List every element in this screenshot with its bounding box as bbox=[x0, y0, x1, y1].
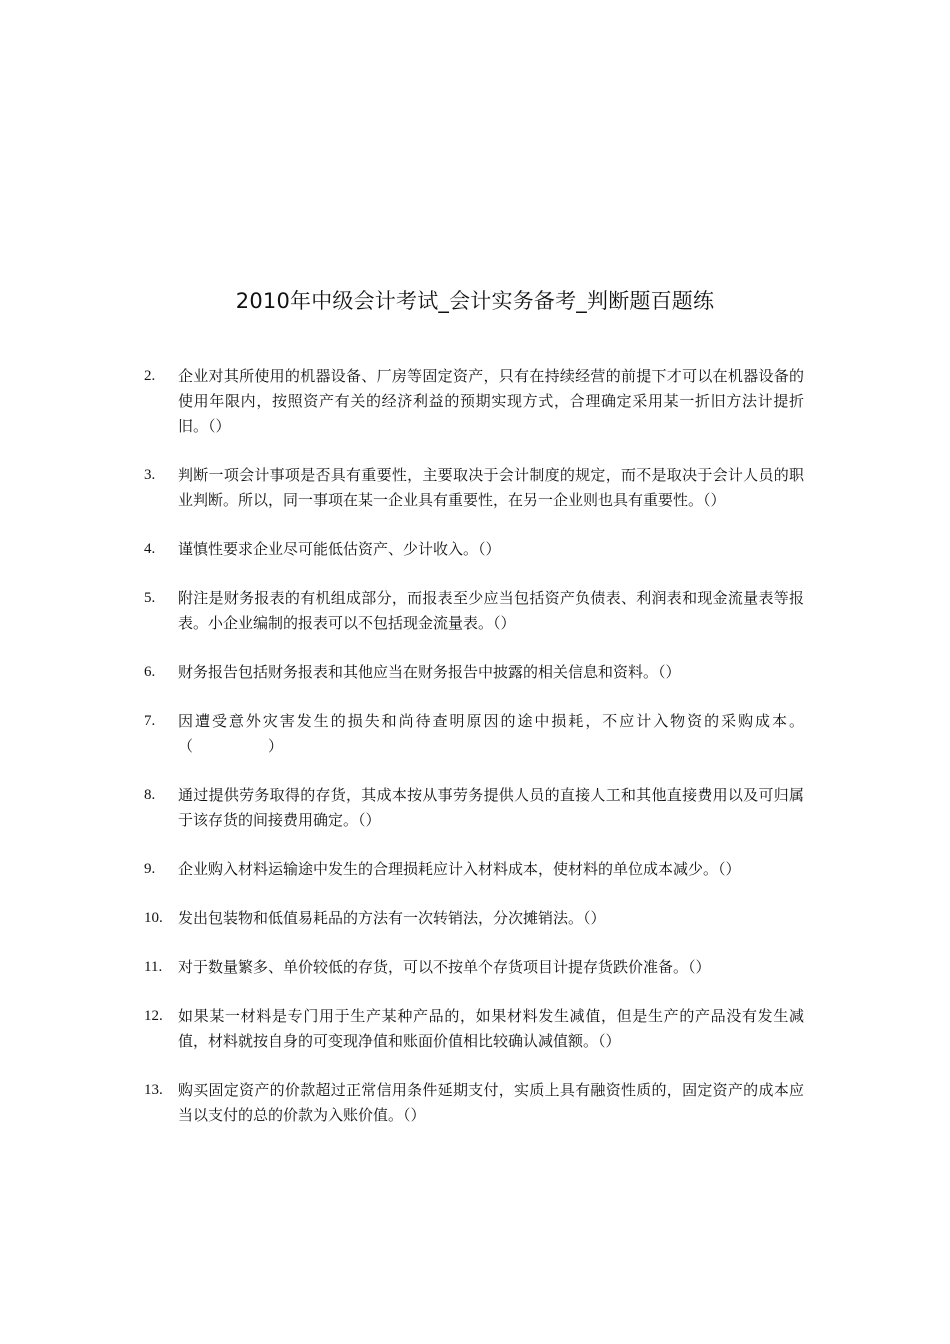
question-text: 企业购入材料运输途中发生的合理损耗应计入材料成本，使材料的单位成本减少。（） bbox=[178, 860, 741, 878]
question-text: 发出包装物和低值易耗品的方法有一次转销法，分次摊销法。（） bbox=[178, 909, 606, 927]
question-text: 附注是财务报表的有机组成部分，而报表至少应当包括资产负债表、利润表和现金流量表等报表。小企业编制的报表可以不包括现金流量表。（） bbox=[178, 589, 804, 632]
question-item bbox=[144, 586, 804, 636]
question-item bbox=[144, 857, 804, 882]
question-number: 5. bbox=[144, 590, 156, 606]
question-item bbox=[144, 783, 804, 833]
question-number: 3. bbox=[144, 467, 156, 483]
question-number: 10. bbox=[144, 910, 163, 926]
question-item bbox=[144, 709, 804, 759]
question-number: 6. bbox=[144, 664, 156, 680]
question-number: 9. bbox=[144, 861, 156, 877]
question-text: 企业对其所使用的机器设备、厂房等固定资产，只有在持续经营的前提下才可以在机器设备的使用年限内，按照资产有关的经济利益的预期实现方式，合理确定采用某一折旧方法计提折旧。（） bbox=[178, 367, 804, 435]
question-number: 7. bbox=[144, 713, 156, 729]
question-list bbox=[144, 364, 804, 1152]
question-item bbox=[144, 955, 804, 980]
question-item bbox=[144, 660, 804, 685]
question-number: 4. bbox=[144, 541, 156, 557]
question-text: 如果某一材料是专门用于生产某种产品的，如果材料发生减值，但是生产的产品没有发生减值，材料就按自身的可变现净值和账面价值相比较确认减值额。（） bbox=[178, 1007, 804, 1050]
question-item bbox=[144, 1078, 804, 1128]
question-item bbox=[144, 906, 804, 931]
question-number: 8. bbox=[144, 787, 156, 803]
document-title: 2010年中级会计考试_会计实务备考_判断题百题练 bbox=[235, 289, 715, 313]
question-number: 2. bbox=[144, 368, 156, 384]
question-text: 谨慎性要求企业尽可能低估资产、少计收入。（） bbox=[178, 540, 501, 558]
question-text: 通过提供劳务取得的存货，其成本按从事劳务提供人员的直接人工和其他直接费用以及可归属于该存货的间接费用确定。（） bbox=[178, 786, 804, 829]
question-text: 财务报告包括财务报表和其他应当在财务报告中披露的相关信息和资料。（） bbox=[178, 663, 681, 681]
question-item bbox=[144, 537, 804, 562]
question-item bbox=[144, 463, 804, 513]
question-number: 11. bbox=[144, 959, 163, 975]
question-item bbox=[144, 364, 804, 439]
question-text: 因遭受意外灾害发生的损失和尚待查明原因的途中损耗，不应计入物资的采购成本。（ ） bbox=[178, 712, 804, 755]
question-text: 对于数量繁多、单价较低的存货，可以不按单个存货项目计提存货跌价准备。（） bbox=[178, 958, 711, 976]
question-item bbox=[144, 1004, 804, 1054]
question-text: 购买固定资产的价款超过正常信用条件延期支付，实质上具有融资性质的，固定资产的成本应当以支付的总的价款为入账价值。（） bbox=[178, 1081, 804, 1124]
question-number: 13. bbox=[144, 1082, 163, 1098]
question-text: 判断一项会计事项是否具有重要性，主要取决于会计制度的规定，而不是取决于会计人员的职业判断。所以，同一事项在某一企业具有重要性，在另一企业则也具有重要性。（） bbox=[178, 466, 804, 509]
question-number: 12. bbox=[144, 1008, 163, 1024]
